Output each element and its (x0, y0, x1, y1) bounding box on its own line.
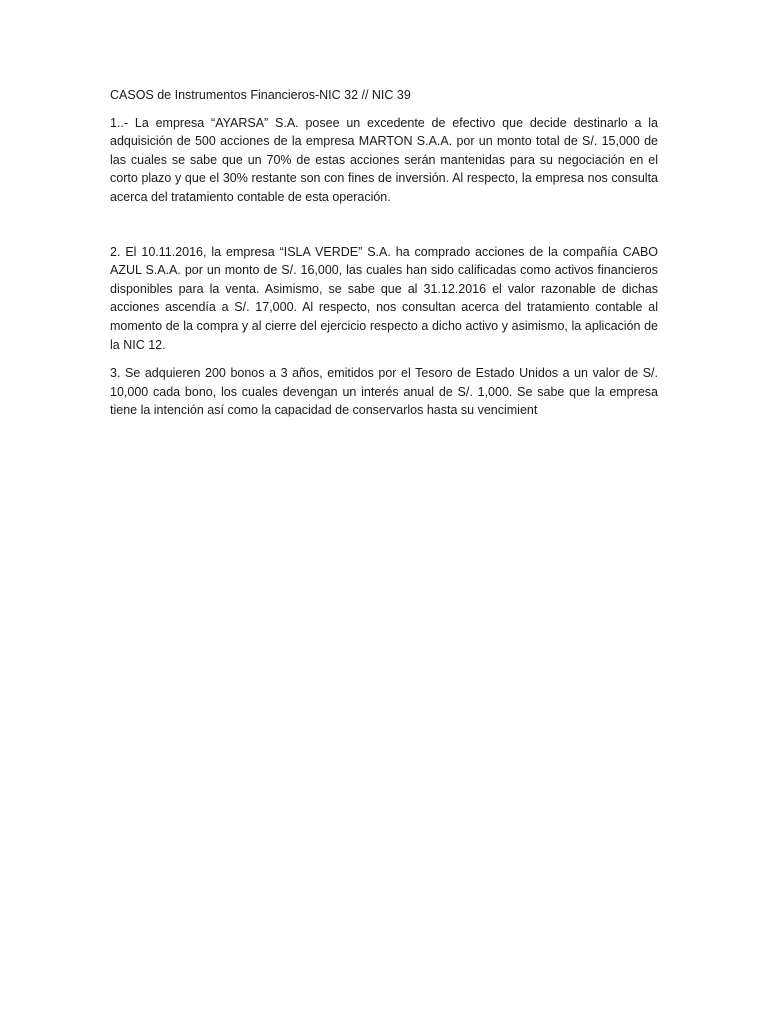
case-paragraph-3: 3. Se adquieren 200 bonos a 3 años, emitidos por el Tesoro de Estado Unidos a un valor de S/. 10,000 cada bono, los cuales devengan un interés anual de S/. 1,000. Se sabe que la empresa tiene la intención así como la capacidad de conservarlos hasta su vencimient (110, 366, 658, 418)
document-body (110, 86, 658, 420)
document-title: CASOS de Instrumentos Financieros-NIC 32 // NIC 39 (110, 88, 411, 102)
case-paragraph-2: 2. El 10.11.2016, la empresa “ISLA VERDE” S.A. ha comprado acciones de la compañía CABO AZUL S.A.A. por un monto de S/. 16,000, las cuales han sido calificadas como activos financieros disponibles para la venta. Asimismo, se sabe que al 31.12.2016 el valor razonable de dichas acciones ascendía a S/. 17,000. Al respecto, nos consultan acerca del tratamiento contable al momento de la compra y al cierre del ejercicio respecto a dicho activo y asimismo, la aplicación de la NIC 12. (110, 244, 658, 352)
case-paragraph-1: 1..- La empresa “AYARSA” S.A. posee un excedente de efectivo que decide destinarlo a la adquisición de 500 acciones de la empresa MARTON S.A.A. por un monto total de S/. 15,000 de las cuales se sabe que un 70% de estas acciones serán mantenidas para su negociación en el corto plazo y que el 30% restante son con fines de inversión. Al respecto, la empresa nos consulta acerca del tratamiento contable de esta operación. (110, 115, 658, 204)
